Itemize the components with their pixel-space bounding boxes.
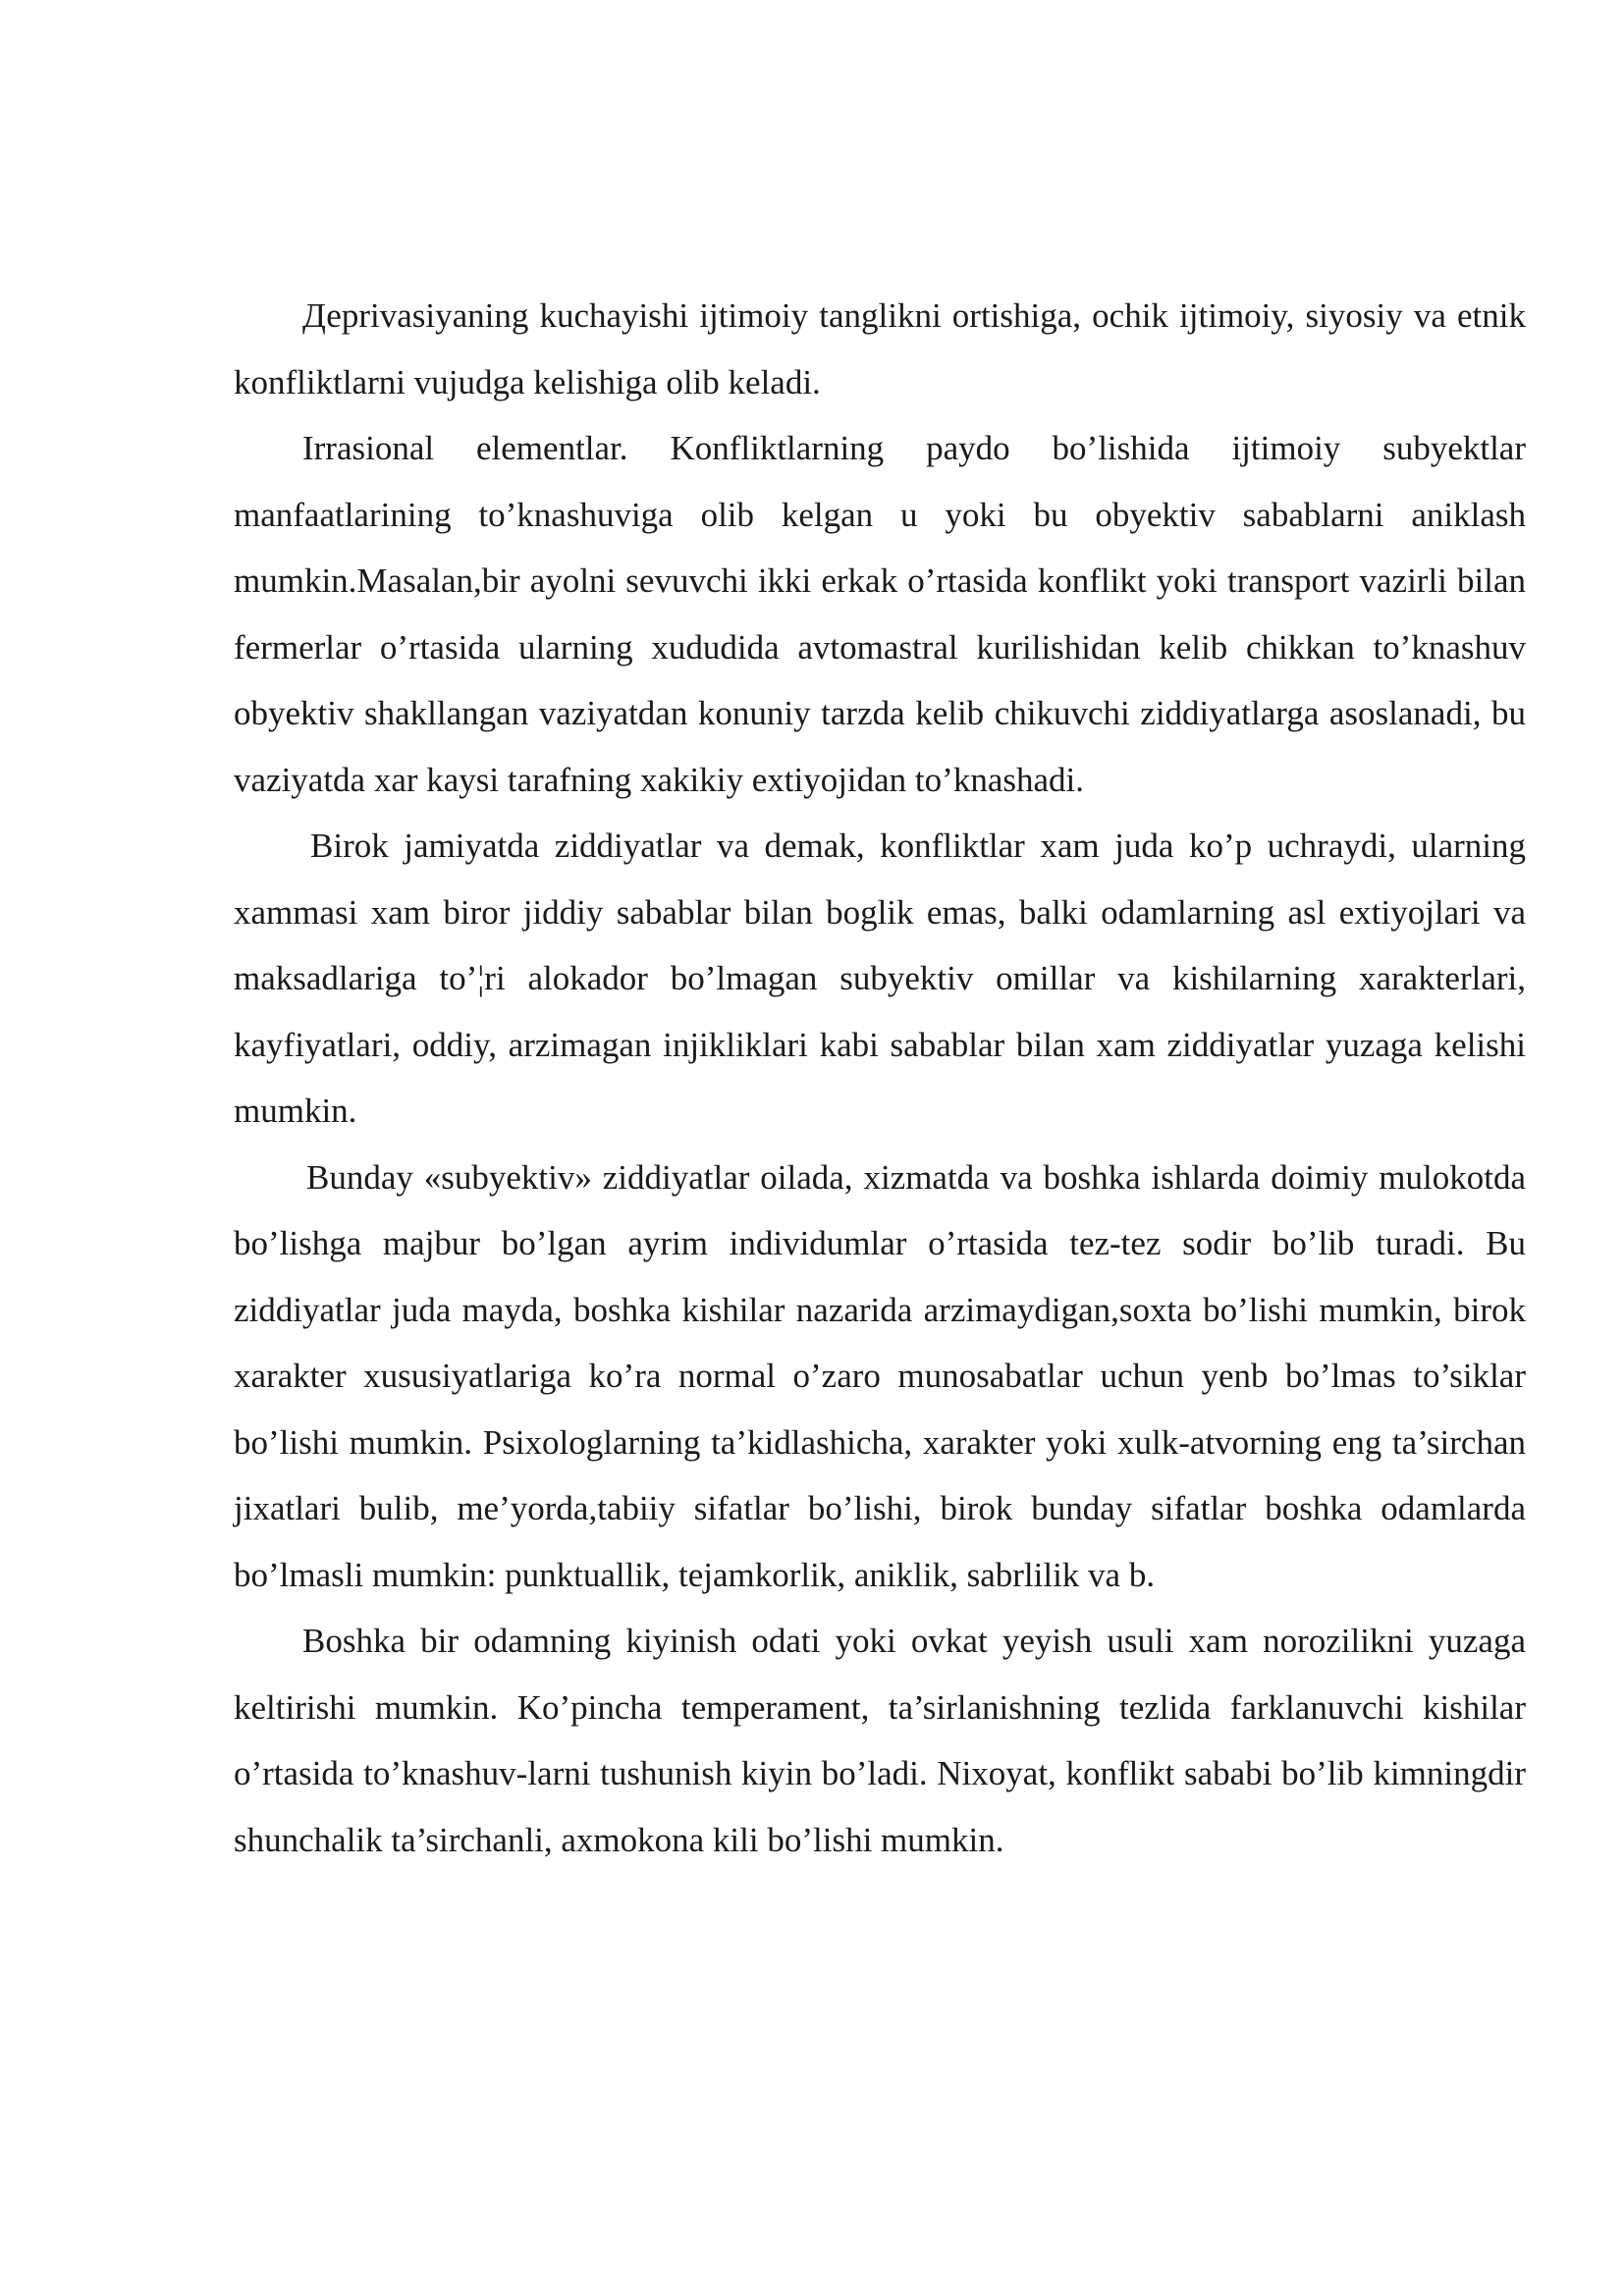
paragraph-deprivation: Деprivasiyaning kuchayishi ijtimoiy tanglikni ortishiga, ochik ijtimoiy, siyosiy va etnik konfliktlarni vujudga kelishiga olib keladi. [234,296,1526,401]
paragraph-irrational-elements: Irrasional elementlar. Konfliktlarning paydo bo’lishida ijtimoiy subyektlar manfaatlarining to’knashuviga olib kelgan u yoki bu obyektiv sabablarni aniklash mumkin.Masalan,bir ayolni sevuvchi ikki erkak o’rtasida konflikt yoki transport vazirli bilan fermerlar o’rtasida ularning xududida avtomastral kurilishidan kelib chikkan to’knashuv obyektiv shakllangan vaziyatdan konuniy tarzda kelib chikuvchi ziddiyatlarga asoslanadi, bu vaziyatda xar kaysi tarafning xakikiy extiyojidan to’knashadi. [234,429,1526,799]
document-page [234,283,1526,1873]
paragraph-habits-temperament: Boshka bir odamning kiyinish odati yoki ovkat yeyish usuli xam norozilikni yuzaga keltirishi mumkin. Ko’pincha temperament, ta’sirlanishning tezlida farklanuvchi kishilar o’rtasida to’knashuv-larni tushunish kiyin bo’ladi. Nixoyat, konflikt sababi bo’lib kimningdir shunchalik ta’sirchanli, axmokona kili bo’lishi mumkin. [234,1622,1526,1859]
paragraph-subjective-factors: Birok jamiyatda ziddiyatlar va demak, konfliktlar xam juda ko’p uchraydi, ularning xammasi xam biror jiddiy sabablar bilan boglik emas, balki odamlarning asl extiyojlari va maksadlariga to’¦ri alokador bo’lmagan subyektiv omillar va kishilarning xarakterlari, kayfiyatlari, oddiy, arzimagan injikliklari kabi sabablar bilan xam ziddiyatlar yuzaga kelishi mumkin. [234,827,1526,1130]
paragraph-subjective-contradictions: Bunday «subyektiv» ziddiyatlar oilada, xizmatda va boshka ishlarda doimiy mulokotda bo’lishga majbur bo’lgan ayrim individumlar o’rtasida tez-tez sodir bo’lib turadi. Bu ziddiyatlar juda mayda, boshka kishilar nazarida arzimaydigan,soxta bo’lishi mumkin, birok xarakter xususiyatlariga ko’ra normal o’zaro munosabatlar uchun yenb bo’lmas to’siklar bo’lishi mumkin. Psixologlarning ta’kidlashicha, xarakter yoki xulk-atvorning eng ta’sirchan jixatlari bulib, me’yorda,tabiiy sifatlar bo’lishi, birok bunday sifatlar boshka odamlarda bo’lmasli mumkin: punktuallik, tejamkorlik, aniklik, sabrlilik va b. [234,1157,1526,1594]
